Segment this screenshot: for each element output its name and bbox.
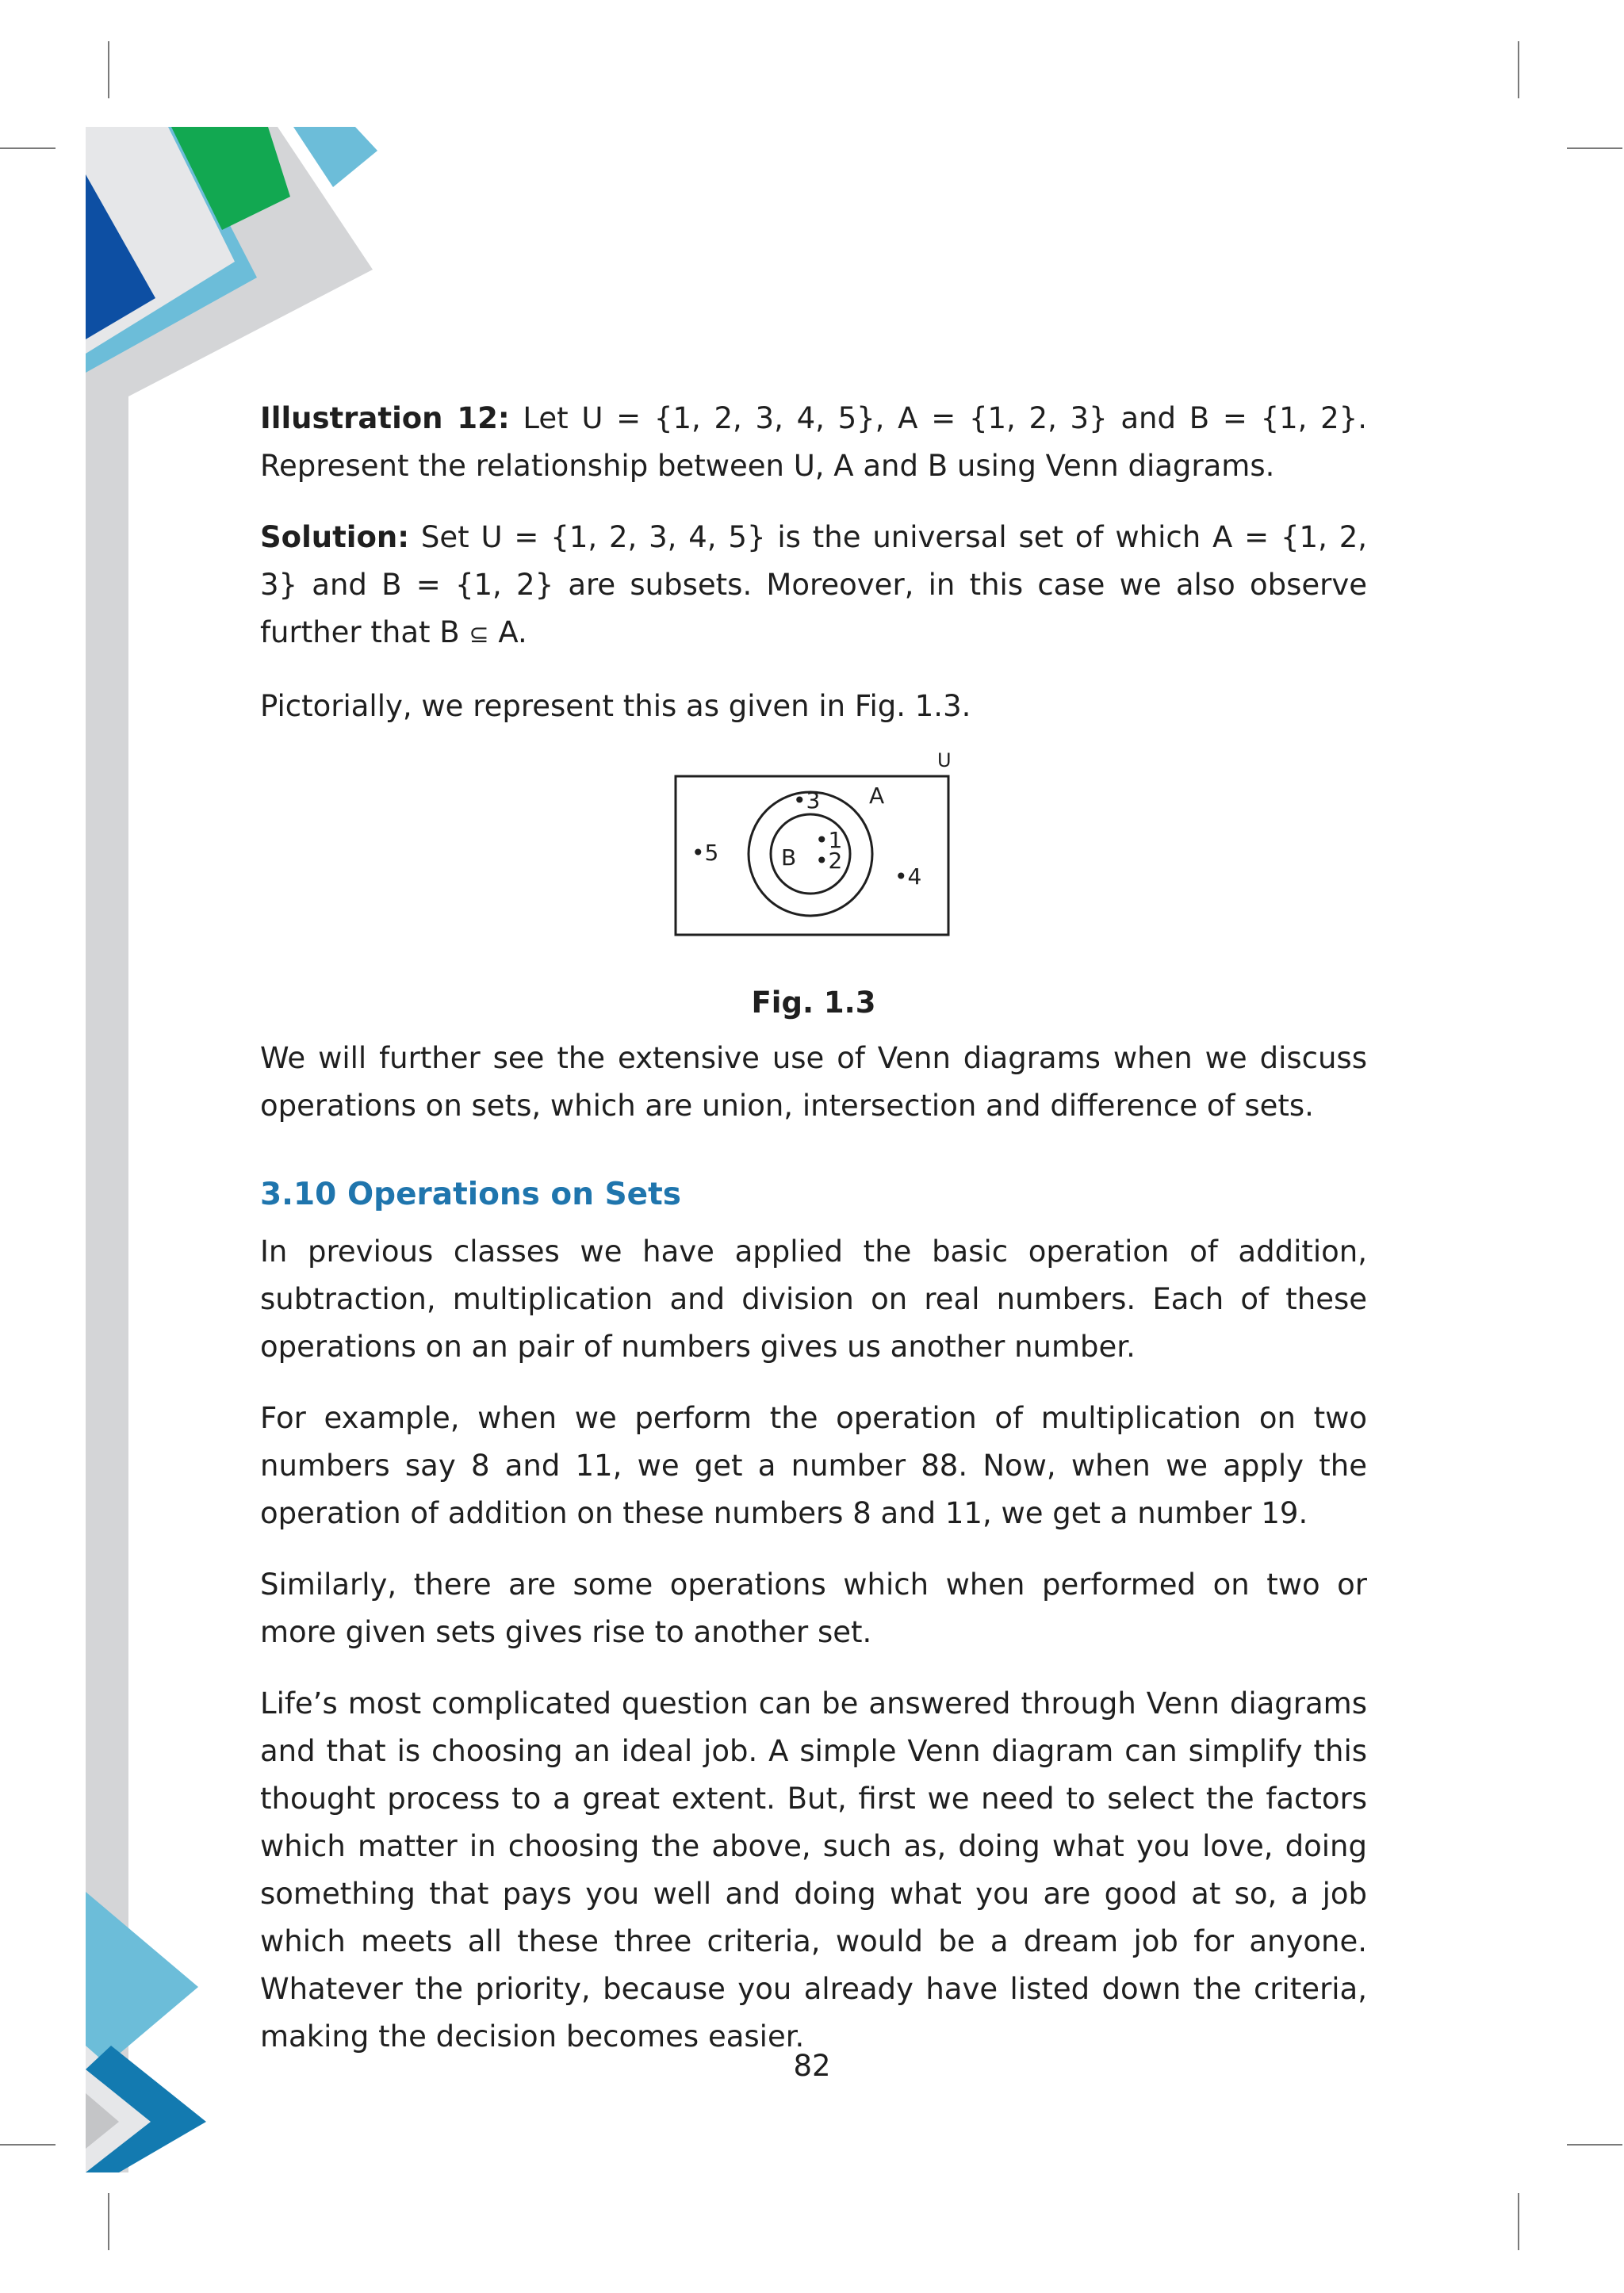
page-number: 82 [793, 2049, 831, 2083]
point-1: •1 [815, 827, 843, 853]
crop-mark [1567, 147, 1622, 149]
set-b-label: B [781, 844, 797, 871]
body-paragraph: For example, when we perform the operation of multiplication on two numbers say 8 and 11, we get a number 88. Now, when we apply the operation of addition on these numbers 8 and 11, we get a number 19. [260, 1401, 1367, 1530]
point-3: •3 [793, 787, 821, 813]
crop-mark [1567, 2144, 1622, 2146]
venn-diagram [260, 749, 1367, 979]
solution-paragraph [260, 514, 1367, 659]
subset-symbol: ⊆ [469, 621, 489, 649]
top-corner-decoration [0, 0, 412, 412]
pictorial-paragraph: Pictorially, we represent this as given in Fig. 1.3. [260, 689, 971, 723]
crop-mark [108, 2193, 109, 2250]
bottom-corner-decoration [0, 1887, 238, 2172]
set-a-label: A [869, 783, 885, 809]
body-paragraph: Life’s most complicated question can be answered through Venn diagrams and that is choosing an ideal job. A simple Venn diagram can simplify this thought process to a great extent. But, first we need to select the factors which matter in choosing the above, such as, doing what you love, doing something that pays you well and doing what you are good at so, a job which meets all these three criteria, would be a dream job for anyone. Whatever the priority, because you already have listed down the criteria, making the decision becomes easier. [260, 1686, 1367, 2054]
solution-label: Solution: [260, 520, 410, 554]
section-heading [260, 1171, 1367, 1219]
point-4: •4 [894, 863, 922, 890]
venn-figure [260, 749, 1367, 979]
illustration-label: Illustration 12: [260, 401, 510, 435]
solution-text: Set U = {1, 2, 3, 4, 5} is the universal set of which A = {1, 2, 3} and B = {1, 2} are subsets. Moreover, in this case we also observe further that B [260, 520, 1368, 649]
body-paragraph: In previous classes we have applied the basic operation of addition, subtraction, multiplication and division on real numbers. Each of these operations on an pair of numbers gives us another number. [260, 1235, 1367, 1364]
solution-text-end: A. [498, 615, 527, 649]
section-number: 3.10 [260, 1177, 337, 1212]
crop-mark [1518, 2193, 1519, 2250]
crop-mark [1518, 41, 1519, 98]
point-2: •2 [815, 848, 843, 874]
section-title: Operations on Sets [347, 1177, 681, 1212]
page-content [260, 395, 1367, 2084]
figure-caption: Fig. 1.3 [751, 986, 876, 1020]
universal-set-label: U [937, 749, 952, 771]
illustration-text: Let U = {1, 2, 3, 4, 5}, A = {1, 2, 3} and B = {1, 2}. Represent the relationship between U, A and B using Venn diagrams. [260, 401, 1367, 483]
venn-usage-paragraph: We will further see the extensive use of Venn diagrams when we discuss operations on sets, which are union, intersection and difference of sets. [260, 1041, 1367, 1123]
illustration-paragraph [260, 395, 1367, 490]
body-paragraph: Similarly, there are some operations which when performed on two or more given sets gives rise to another set. [260, 1568, 1367, 1649]
point-5: •5 [691, 840, 719, 866]
